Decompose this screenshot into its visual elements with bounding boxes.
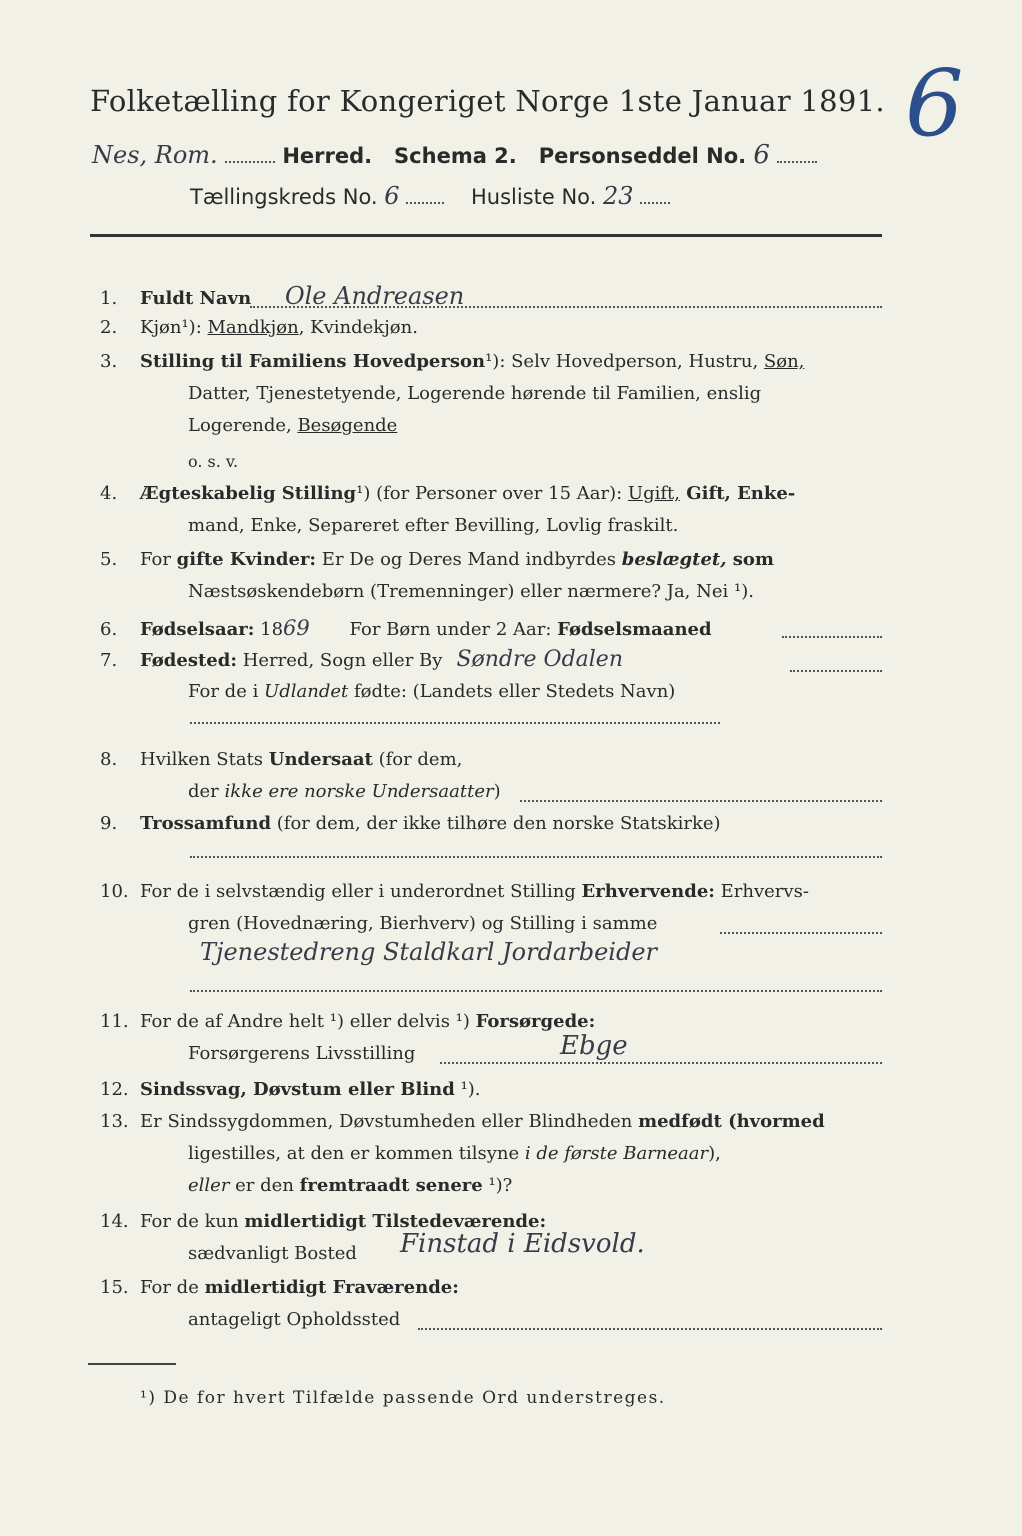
q12-note: ¹). [454, 1079, 481, 1100]
q3-text-line2: Datter, Tjenestetyende, Logerende hørende til Familien, enslig [188, 383, 762, 404]
q14-number: 14. [100, 1211, 129, 1232]
q14-text-line2: sædvanligt Bosted [188, 1243, 357, 1264]
q6-text: For Børn under 2 Aar: [349, 619, 558, 640]
q13-text3d: ¹)? [482, 1175, 513, 1196]
form-title: Folketælling for Kongeriget Norge 1ste Januar 1891. [90, 84, 885, 118]
q1-fill-line [250, 306, 882, 308]
q11-fill-line [440, 1062, 882, 1064]
q7-number: 7. [100, 650, 118, 671]
q2-number: 2. [100, 317, 118, 338]
q10-fill-line2 [190, 990, 882, 992]
question-4 [100, 478, 882, 510]
herred-value: Nes, Rom. [92, 141, 218, 169]
q2-note: ¹): [181, 317, 208, 338]
header-rule [90, 234, 882, 237]
q13-line3 [188, 1170, 512, 1202]
q11-label: Forsørgede: [475, 1011, 596, 1032]
q5-text-a: For [140, 549, 177, 570]
q5-related: beslægtet, [621, 549, 727, 570]
q3-option-son: Søn, [763, 351, 805, 372]
q9-fill-line [190, 856, 882, 858]
q4-options: Gift, Enke- [680, 483, 796, 504]
q8-text2c: ) [493, 781, 501, 802]
taellingskreds-value: 6 [384, 182, 400, 210]
q4-number: 4. [100, 483, 118, 504]
q15-text-line2: antageligt Opholdssted [188, 1309, 401, 1330]
question-12 [100, 1074, 882, 1106]
q11-value: Ebge [560, 1031, 628, 1061]
q10-text-c: Erhvervs- [714, 881, 809, 902]
q15-text-a: For de [140, 1277, 205, 1298]
q5-text-e: som [726, 549, 774, 570]
question-1 [100, 280, 882, 315]
q11-text-line2: Forsørgerens Livsstilling [188, 1043, 416, 1064]
q11-text-a: For de af Andre helt ¹) eller delvis ¹) [140, 1011, 476, 1032]
kreds-line [190, 182, 670, 210]
q3-text-line3: Logerende, [188, 415, 298, 436]
husliste-value: 23 [603, 182, 634, 210]
q2-label: Kjøn [140, 317, 182, 338]
question-7 [100, 644, 882, 677]
page-mark: 6 [905, 50, 964, 157]
q13-number: 13. [100, 1111, 129, 1132]
taellingskreds-label: Tællingskreds No. [190, 185, 378, 209]
q6-month-label: Fødselsmaaned [557, 619, 712, 640]
q13-text2a: ligestilles, at den er kommen tilsyne [188, 1143, 525, 1164]
q3-number: 3. [100, 351, 118, 372]
q7-line2 [188, 676, 675, 708]
q6-value: 69 [283, 616, 310, 640]
q9-number: 9. [100, 813, 118, 834]
q3-text-line4: o. s. v. [188, 452, 239, 471]
q2-option-male: Mandkjøn [207, 317, 299, 338]
q13-text-c: (hvormed [721, 1111, 825, 1132]
q5-text-line2: Næstsøskendebørn (Tremenninger) eller nærmere? Ja, Nei ¹). [188, 581, 754, 602]
q7-label: Fødested: [140, 650, 237, 671]
q10-fill-line [720, 932, 882, 934]
husliste-label: Husliste No. [470, 185, 597, 209]
q15-label: midlertidigt Fraværende: [204, 1277, 459, 1298]
q13-text2c: ), [708, 1143, 721, 1164]
question-11 [100, 1006, 882, 1038]
q8-text-c: (for dem, [372, 749, 463, 770]
question-3 [100, 346, 882, 378]
question-5 [100, 544, 882, 576]
q4-text: ¹) (for Personer over 15 Aar): [356, 483, 628, 504]
q1-number: 1. [100, 288, 118, 309]
q13-label: medfødt [638, 1111, 722, 1132]
q3-line3 [188, 410, 397, 442]
q9-label: Trossamfund [140, 813, 272, 834]
q1-label: Fuldt Navn [140, 288, 252, 309]
q8-number: 8. [100, 749, 118, 770]
q7-abroad: Udlandet [264, 681, 349, 702]
q12-label: Sindssvag, Døvstum eller Blind [140, 1079, 455, 1100]
herred-label: Herred. [282, 144, 373, 168]
question-2 [100, 312, 882, 344]
personseddel-label: Personseddel No. [538, 144, 747, 168]
q7-text2c: fødte: (Landets eller Stedets Navn) [348, 681, 676, 702]
q7-fill-line [790, 670, 882, 672]
q3-text: ¹): Selv Hovedperson, Hustru, [485, 351, 764, 372]
question-10 [100, 876, 882, 908]
q8-fill-line [520, 800, 882, 802]
q5-number: 5. [100, 549, 118, 570]
q7-fill-line2 [190, 722, 720, 724]
q10-label: Erhvervende: [581, 881, 715, 902]
q6-prefix: 18 [254, 619, 284, 640]
q13-text2b: i de første Barneaar [524, 1143, 709, 1164]
q13-text3c: fremtraadt senere [299, 1175, 483, 1196]
question-8 [100, 744, 882, 776]
q8-text2b: ikke ere norske Undersaatter [224, 781, 494, 802]
question-13 [100, 1106, 882, 1138]
q10-value: Tjenestedreng Staldkarl Jordarbeider [200, 938, 657, 966]
q10-text-line2: gren (Hovednæring, Bierhverv) og Stilling i samme [188, 913, 658, 934]
q7-value: Søndre Odalen [456, 647, 623, 672]
q7-text: Herred, Sogn eller By [236, 650, 443, 671]
footnote-rule [88, 1363, 176, 1365]
q6-number: 6. [100, 619, 118, 640]
q8-text-a: Hvilken Stats [140, 749, 269, 770]
q3-label: Stilling til Familiens Hovedperson [140, 351, 486, 372]
q8-text2a: der [188, 781, 225, 802]
q15-number: 15. [100, 1277, 129, 1298]
q4-text-line2: mand, Enke, Separeret efter Bevilling, Lovlig fraskilt. [188, 515, 679, 536]
question-6 [100, 612, 882, 646]
q13-line2 [188, 1138, 721, 1170]
q13-text-a: Er Sindssygdommen, Døvstumheden eller Blindheden [140, 1111, 639, 1132]
q7-text2a: For de i [188, 681, 265, 702]
q14-text-a: For de kun [140, 1211, 245, 1232]
schema-label: Schema 2. [394, 144, 517, 168]
q11-number: 11. [100, 1011, 129, 1032]
q8-label: Undersaat [268, 749, 373, 770]
q14-value: Finstad i Eidsvold. [400, 1229, 645, 1259]
q13-text3a: eller [188, 1175, 230, 1196]
q5-text-c: Er De og Deres Mand indbyrdes [316, 549, 622, 570]
personseddel-value: 6 [753, 140, 770, 170]
q3-option-visitor: Besøgende [297, 415, 398, 436]
question-15 [100, 1272, 882, 1304]
q1-value: Ole Andreasen [284, 282, 465, 310]
q6-fill-line [782, 636, 882, 638]
footnote: ¹) De for hvert Tilfælde passende Ord understreges. [140, 1388, 666, 1408]
q2-option-female: , Kvindekjøn. [298, 317, 418, 338]
herred-line [92, 140, 817, 170]
q4-option-unmarried: Ugift, [627, 483, 680, 504]
q6-label: Fødselsaar: [140, 619, 255, 640]
q13-text3b: er den [229, 1175, 300, 1196]
q4-label: Ægteskabelig Stilling [140, 483, 357, 504]
q15-fill-line [418, 1328, 882, 1330]
q14-label: midlertidigt Tilstedeværende: [244, 1211, 547, 1232]
q5-label: gifte Kvinder: [176, 549, 317, 570]
q10-text-a: For de i selvstændig eller i underordnet Stilling [140, 881, 582, 902]
question-9 [100, 808, 882, 840]
q9-text: (for dem, der ikke tilhøre den norske Statskirke) [271, 813, 721, 834]
q10-number: 10. [100, 881, 129, 902]
q8-line2 [188, 776, 501, 808]
q12-number: 12. [100, 1079, 129, 1100]
